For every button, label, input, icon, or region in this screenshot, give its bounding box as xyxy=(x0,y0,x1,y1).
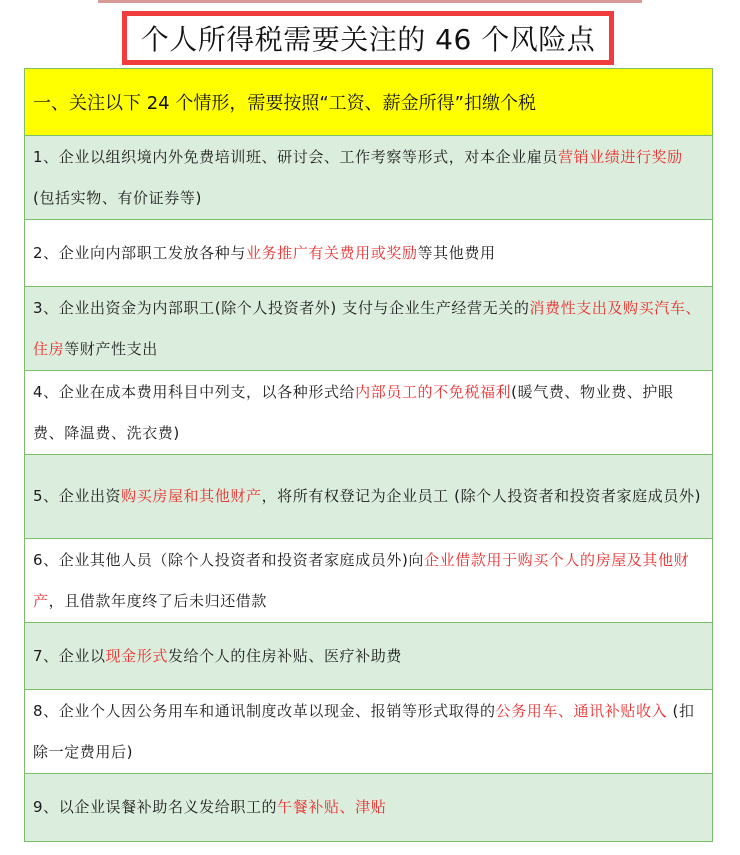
list-item xyxy=(25,455,712,539)
item-text-normal: 6、企业其他人员（除个人投资者和投资者家庭成员外)向 xyxy=(33,550,424,569)
item-text xyxy=(33,636,402,677)
item-text xyxy=(33,288,704,370)
item-text-normal: (扣除一定费用后) xyxy=(33,701,695,761)
section-header xyxy=(25,69,712,136)
item-text-highlight: 公务用车、通讯补贴收入 xyxy=(495,701,668,720)
clipped-banner-strip xyxy=(98,0,642,3)
item-text-highlight: 消费性支出及购买汽车、住房 xyxy=(33,298,702,358)
list-item xyxy=(25,690,712,774)
item-text-normal: 等财产性支出 xyxy=(64,339,158,358)
item-text-highlight: 购买房屋和其他财产 xyxy=(121,487,262,505)
item-text-highlight: 企业借款用于购买个人的房屋及其他财产 xyxy=(33,550,690,610)
item-text-normal: ，且借款年度终了后未归还借款 xyxy=(48,591,268,610)
item-text-normal: (暖气费、物业费、护眼费、降温费、洗衣费) xyxy=(33,382,674,442)
item-text-highlight: 营销业绩进行奖励 xyxy=(557,147,683,166)
list-item xyxy=(25,371,712,455)
item-text-normal: 发给个人的住房补贴、医疗补助费 xyxy=(167,646,402,665)
item-text xyxy=(33,233,496,274)
item-text-normal: 7、企业以 xyxy=(33,646,106,665)
item-text-normal: 4、企业在成本费用科目中列支，以各种形式给 xyxy=(33,382,356,401)
list-item xyxy=(25,623,712,690)
item-text-normal: 5、企业出资 xyxy=(33,487,122,505)
list-item xyxy=(25,220,712,287)
list-item xyxy=(25,774,712,841)
item-text-normal: 3、企业出资金为内部职工(除个人投资者外) 支付与企业生产经营无关的 xyxy=(33,298,530,317)
item-text xyxy=(33,372,704,454)
list-item xyxy=(25,539,712,623)
item-text-normal: (包括实物、有价证券等) xyxy=(33,188,202,207)
page-title: 个人所得税需要关注的 46 个风险点 xyxy=(140,23,596,56)
list-item xyxy=(25,136,712,220)
item-text-normal: 1、企业以组织境内外免费培训班、研讨会、工作考察等形式，对本企业雇员 xyxy=(33,147,558,166)
item-text xyxy=(33,691,704,773)
item-text-highlight: 午餐补贴、津贴 xyxy=(277,798,387,816)
item-text-normal: 等其他费用 xyxy=(417,243,496,262)
title-box xyxy=(122,11,614,65)
item-text-highlight: 现金形式 xyxy=(105,646,168,665)
item-text xyxy=(33,137,704,219)
risk-table xyxy=(24,68,713,842)
item-text-highlight: 内部员工的不免税福利 xyxy=(355,382,512,401)
item-text-normal: 8、企业个人因公务用车和通讯制度改革以现金、报销等形式取得的 xyxy=(33,701,496,720)
list-item xyxy=(25,287,712,371)
section-heading: 一、关注以下 24 个情形，需要按照“工资、薪金所得”扣缴个税 xyxy=(33,93,536,114)
item-text-normal: 2、企业向内部职工发放各种与 xyxy=(33,243,246,262)
item-text-normal: 9、以企业误餐补助名义发给职工的 xyxy=(33,798,278,816)
item-text xyxy=(33,540,704,622)
item-text xyxy=(33,476,701,517)
item-text xyxy=(33,787,386,828)
item-text-normal: ，将所有权登记为企业员工 (除个人投资者和投资者家庭成员外) xyxy=(261,487,702,505)
item-text-highlight: 业务推广有关费用或奖励 xyxy=(245,243,418,262)
